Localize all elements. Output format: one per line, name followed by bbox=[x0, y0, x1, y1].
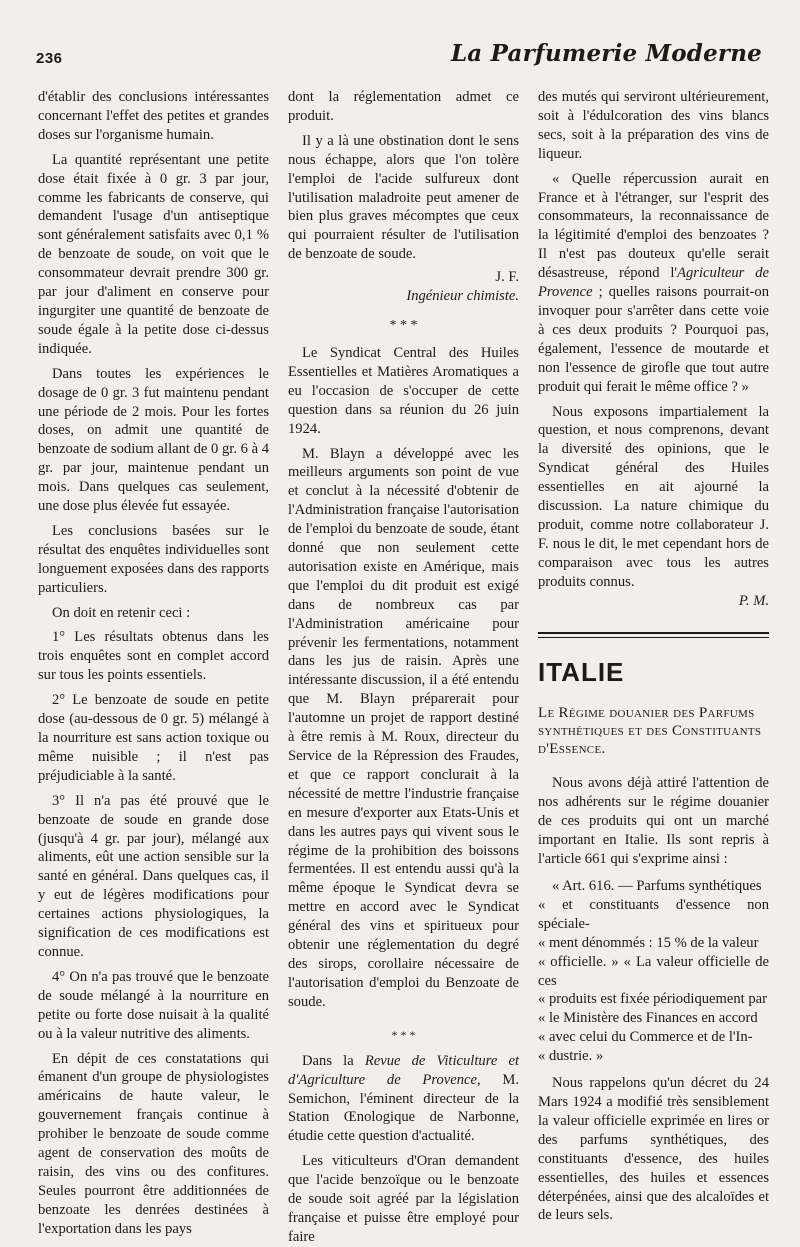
publication-title: Revue de Viticulture et d'Agriculture de Provence bbox=[288, 1052, 520, 1088]
paragraph: Il y a là une obstination dont le sens nous échappe, alors que l'on tolère l'emploi de l'acide sulfureux dont l'utilisation maladroite peut amener de bien plus graves mécomptes que ceux qui pourraient résulter de l'utilisation de benzoate de soude. bbox=[288, 132, 519, 263]
paragraph: On doit en retenir ceci : bbox=[52, 604, 191, 621]
paragraph: Les conclusions basées sur le résultat des enquêtes individuelles sont longuement exposées dans des rapports particuliers. bbox=[38, 522, 269, 596]
column-1 bbox=[38, 88, 269, 1239]
author-signature: P. M. bbox=[738, 592, 769, 609]
quoted-article bbox=[538, 877, 769, 1066]
paragraph: « Quelle répercussion aurait en France et à l'étranger, sur l'esprit des consommateurs, la reconnaissance de la légitimité d'emploi des benzoates ? Il n'est pas douteux qu'elle serait désastreuse, répond l'Agriculteur de Provence ; quelles raisons pourrait-on invoquer pour s'arrêter dans cette voie à ces deux produits ? Pourquoi pas, également, l'essence de moutarde et non l'essence de girofle que tout autre produit qui ferait le même office ? » bbox=[538, 170, 769, 395]
quote-line: « officielle. » « La valeur officielle de ces bbox=[538, 953, 769, 989]
section-title: ITALIE bbox=[538, 657, 625, 688]
section-separator: * * * bbox=[389, 317, 418, 333]
paragraph: dont la réglementation admet ce produit. bbox=[288, 89, 519, 124]
publication-title: Agriculteur de Provence bbox=[538, 265, 769, 301]
column-3 bbox=[538, 88, 769, 1225]
quote-line: « Art. 616. — Parfums synthétiques bbox=[552, 878, 762, 894]
paragraph: d'établir des conclusions intéressantes concernant l'effet des petites et grandes doses sur l'organisme humain. bbox=[38, 89, 269, 143]
list-item: 4° On n'a pas trouvé que le benzoate de soude mélangé à la nourriture en petite ou forte dose nuisait à la qualité ou à la valeur nutritive des aliments. bbox=[38, 968, 269, 1042]
quote-line: « ment dénommés : 15 % de la valeur bbox=[538, 934, 759, 951]
section-separator: * * * bbox=[391, 1027, 416, 1042]
author-title: Ingénieur chimiste. bbox=[406, 288, 519, 305]
list-item: 2° Le benzoate de soude en petite dose (au-dessous de 0 gr. 5) mélangé à la nourriture est sans action toxique ou même nuisible ; il n'est pas préjudiciable à la santé. bbox=[38, 692, 269, 784]
paragraph: des mutés qui serviront ultérieurement, soit à l'édulcoration des vins blancs secs, soit à la préparation des vins de liqueur. bbox=[538, 89, 769, 162]
paragraph: Nous rappelons qu'un décret du 24 Mars 1924 a modifié très sensiblement la valeur officielle exprimée en lires or des parfums synthétiques, des constituants d'essence, des huiles essentielles, des huiles et essences déterpénées, ainsi que des alcaloïdes et de leurs sels. bbox=[538, 1075, 769, 1224]
list-item: 3° Il n'a pas été prouvé que le benzoate de soude en grande dose (jusqu'à 4 gr. par jour), mélangé aux aliments, eût une action sensible sur la santé en général. Dans quelques cas, il y eut de légères modifications pour certaines actions physiologiques, la signification de ces modifications est connue. bbox=[38, 792, 269, 960]
paragraph: Nous avons déjà attiré l'attention de nos adhérents sur le régime douanier de ces produits qui ont un marché important en Italie. Ils sont repris à l'article 661 qui s'exprime ainsi : bbox=[538, 775, 769, 868]
quote-line: « dustrie. » bbox=[538, 1048, 604, 1065]
paragraph: Les viticulteurs d'Oran demandent que l'acide benzoïque ou le benzoate de soude soit agréé par la législation française et puisse être employé pour faire bbox=[288, 1153, 519, 1245]
quote-line: « et constituants d'essence non spéciale- bbox=[538, 896, 769, 932]
page-header bbox=[36, 42, 764, 76]
article-subheading: Le Régime douanier des Parfums synthétiques et des Constituants d'Essence. bbox=[538, 705, 762, 758]
paragraph: Le Syndicat Central des Huiles Essentielles et Matières Aromatiques a eu l'occasion de s'occuper de cette question dans sa réunion du 26 juin 1924. bbox=[288, 344, 519, 437]
list-item: 1° Les résultats obtenus dans les trois enquêtes sont en complet accord sur tous les points essentiels. bbox=[38, 629, 269, 684]
paragraph: Dans toutes les expériences le dosage de 0 gr. 3 fut maintenu pendant une période de 2 mois. Pour les fortes doses, on admit une quantité de benzoate de sodium allant de 0 gr. 6 à 4 gr. par jour, maintenue pendant un mois. Dans quelques cas seulement, une dose plus élevée fut essayée. bbox=[38, 365, 269, 515]
page-number: 236 bbox=[36, 50, 63, 67]
quote-line: « le Ministère des Finances en accord bbox=[538, 1010, 758, 1027]
paragraph: Nous exposons impartialement la question, et nous comprenons, devant la diversité des opinions, que le Syndicat général des Huiles essentielles en ait ajourné la discussion. La nature chimique du produit, comme notre collaborateur J. F. nous le dit, le met cependant hors de comparaison avec tous les autres produits connus. bbox=[538, 403, 769, 590]
paragraph: M. Blayn a développé avec les meilleurs arguments son point de vue et conclut à la nécessité d'obtenir de l'Administration française l'autorisation de l'emploi du benzoate de soude, étant donné que non seulement cette autorisation existe en Amérique, mais que l'emploi du dit produit est exigé dans de nombreux cas par l'Administration américaine pour prévenir les fermentations, notamment dans les jus de raisin. Après une intéressante discussion, il a été entendu que M. Blayn préparerait pour l'automne un projet de rapport destiné à être remis à M. Roux, directeur du Service de la Répression des Fraudes, et que ce rapport conclurait à la nécessité de mettre l'industrie française en mesure d'exporter aux Etats-Unis et dans les autres pays qui vivent sous le régime de la prohibition des boissons fermentées. Il est entendu aussi qu'à la même époque le Syndicat devra se mettre en accord avec le Syndicat général des vins et spiritueux pour obtenir une réglementation du degré des sirops, corollaire nécessaire de l'autorisation d'emploi du Benzoate de soude. bbox=[288, 445, 519, 1010]
quote-line: « produits est fixée périodiquement par bbox=[538, 991, 767, 1008]
column-2 bbox=[288, 88, 519, 1247]
paragraph: Dans la Revue de Viticulture et d'Agriculture de Provence, M. Semichon, l'éminent directeur de la Station Œnologique de Narbonne, étudie cette question d'actualité. bbox=[288, 1052, 520, 1145]
paragraph: En dépit de ces constatations qui émanent d'un groupe de physiologistes américains de haute valeur, le gouvernement français continue à prohiber le benzoate de soude comme agent de conservation des moûts de raisin, des vins ou des confitures. Seules pourront être additionnées de benzoate les denrées destinées à l'exportation dans les pays bbox=[38, 1050, 269, 1237]
author-signature: J. F. bbox=[495, 269, 519, 286]
paragraph: La quantité représentant une petite dose était fixée à 0 gr. 3 par jour, comme les fabricants de conserve, qui demandent l'usage d'un antiseptique sont généralement satisfaits avec 0,1 % de benzoate de soude, on voit que le consommateur devrait prendre 300 gr. par jour d'aliment en conserve pour ingurgiter une quantité de benzoate de soude égale à la petite dose ci-dessus indiquée. bbox=[38, 151, 269, 357]
journal-title: La Parfumerie Moderne bbox=[450, 40, 762, 67]
quote-line: « avec celui du Commerce et de l'In- bbox=[538, 1029, 753, 1046]
section-divider bbox=[538, 632, 769, 638]
